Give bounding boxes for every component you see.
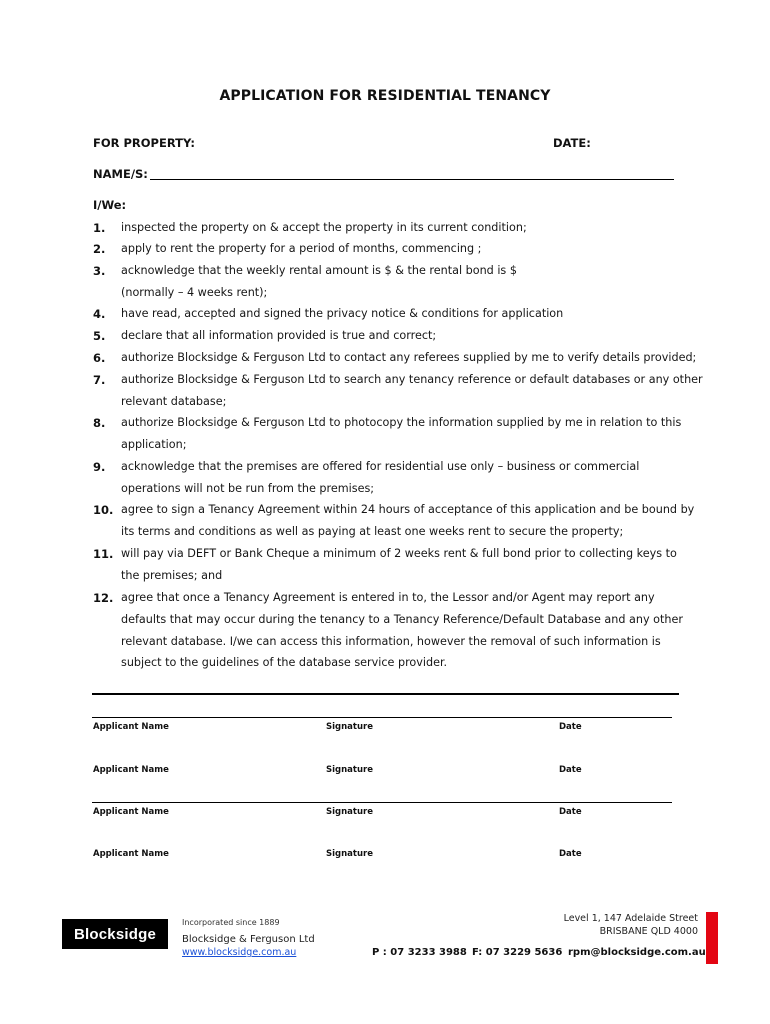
- date-label: Date: [559, 722, 582, 732]
- footer-email-link[interactable]: rpm@blocksidge.com.au: [568, 947, 706, 958]
- iwe-label: I/We:: [93, 198, 127, 212]
- item-text: the premises; and: [121, 568, 223, 582]
- footer-address-line1: Level 1, 147 Adelaide Street: [563, 913, 698, 924]
- applicant-name-label: Applicant Name: [93, 722, 169, 732]
- item-text: relevant database. I/we can access this information, however the removal of such information is: [121, 634, 661, 648]
- item-text: its terms and conditions as well as paying at least one weeks rent to secure the property;: [121, 524, 624, 538]
- item-number: 2.: [93, 242, 106, 256]
- item-text: authorize Blocksidge & Ferguson Ltd to contact any referees supplied by me to verify details provided;: [121, 351, 697, 364]
- footer-company: Blocksidge & Ferguson Ltd: [182, 934, 315, 945]
- footer-tagline: Incorporated since 1889: [182, 918, 280, 927]
- names-label: NAME/S:: [93, 167, 148, 181]
- footer-fax: F: 07 3229 5636: [472, 947, 563, 958]
- item-text: agree to sign a Tenancy Agreement within 24 hours of acceptance of this application and be bound by: [121, 503, 695, 516]
- item-number: 7.: [93, 373, 106, 387]
- item-number: 10.: [93, 503, 114, 517]
- item-text: authorize Blocksidge & Ferguson Ltd to search any tenancy reference or default databases or any other: [121, 373, 703, 386]
- date-label: Date: [559, 849, 582, 859]
- signature-line[interactable]: [92, 717, 672, 718]
- item-number: 3.: [93, 264, 106, 278]
- signature-label: Signature: [326, 849, 373, 859]
- item-text: acknowledge that the weekly rental amount is $ & the rental bond is $: [121, 264, 517, 277]
- item-text: inspected the property on & accept the property in its current condition;: [121, 221, 527, 234]
- date-label: DATE:: [553, 136, 591, 150]
- signature-label: Signature: [326, 765, 373, 775]
- item-number: 12.: [93, 591, 114, 605]
- blocksidge-logo: Blocksidge: [62, 919, 168, 949]
- item-number: 9.: [93, 460, 106, 474]
- item-text: will pay via DEFT or Bank Cheque a minimum of 2 weeks rent & full bond prior to collecting keys to: [121, 547, 677, 560]
- item-text: acknowledge that the premises are offered for residential use only – business or commercial: [121, 460, 640, 473]
- item-number: 6.: [93, 351, 106, 365]
- item-text: operations will not be run from the premises;: [121, 481, 375, 495]
- applicant-name-label: Applicant Name: [93, 849, 169, 859]
- item-number: 5.: [93, 329, 106, 343]
- item-text: agree that once a Tenancy Agreement is entered in to, the Lessor and/or Agent may report any: [121, 591, 655, 604]
- signature-label: Signature: [326, 722, 373, 732]
- item-number: 11.: [93, 547, 114, 561]
- signature-line[interactable]: [92, 802, 672, 803]
- footer-phone: P : 07 3233 3988: [372, 947, 467, 958]
- item-text: defaults that may occur during the tenancy to a Tenancy Reference/Default Database and any other: [121, 612, 683, 626]
- item-text: authorize Blocksidge & Ferguson Ltd to photocopy the information supplied by me in relation to this: [121, 416, 682, 429]
- for-property-label: FOR PROPERTY:: [93, 136, 195, 150]
- section-divider: [92, 693, 679, 695]
- document-title: APPLICATION FOR RESIDENTIAL TENANCY: [219, 88, 551, 104]
- footer-address-line2: BRISBANE QLD 4000: [599, 926, 698, 937]
- item-text: relevant database;: [121, 394, 227, 408]
- item-number: 4.: [93, 307, 106, 321]
- item-text: (normally – 4 weeks rent);: [121, 285, 268, 299]
- item-text: application;: [121, 437, 187, 451]
- applicant-name-label: Applicant Name: [93, 807, 169, 817]
- item-text: declare that all information provided is true and correct;: [121, 329, 437, 342]
- date-label: Date: [559, 807, 582, 817]
- applicant-name-label: Applicant Name: [93, 765, 169, 775]
- date-label: Date: [559, 765, 582, 775]
- brand-accent-bar: [706, 912, 718, 964]
- footer-website-link[interactable]: www.blocksidge.com.au: [182, 947, 297, 958]
- item-number: 8.: [93, 416, 106, 430]
- item-text: subject to the guidelines of the database service provider.: [121, 656, 448, 670]
- item-text: have read, accepted and signed the privacy notice & conditions for application: [121, 307, 564, 320]
- names-underline[interactable]: [150, 179, 674, 180]
- item-text: apply to rent the property for a period of months, commencing ;: [121, 242, 482, 255]
- item-number: 1.: [93, 221, 106, 235]
- signature-label: Signature: [326, 807, 373, 817]
